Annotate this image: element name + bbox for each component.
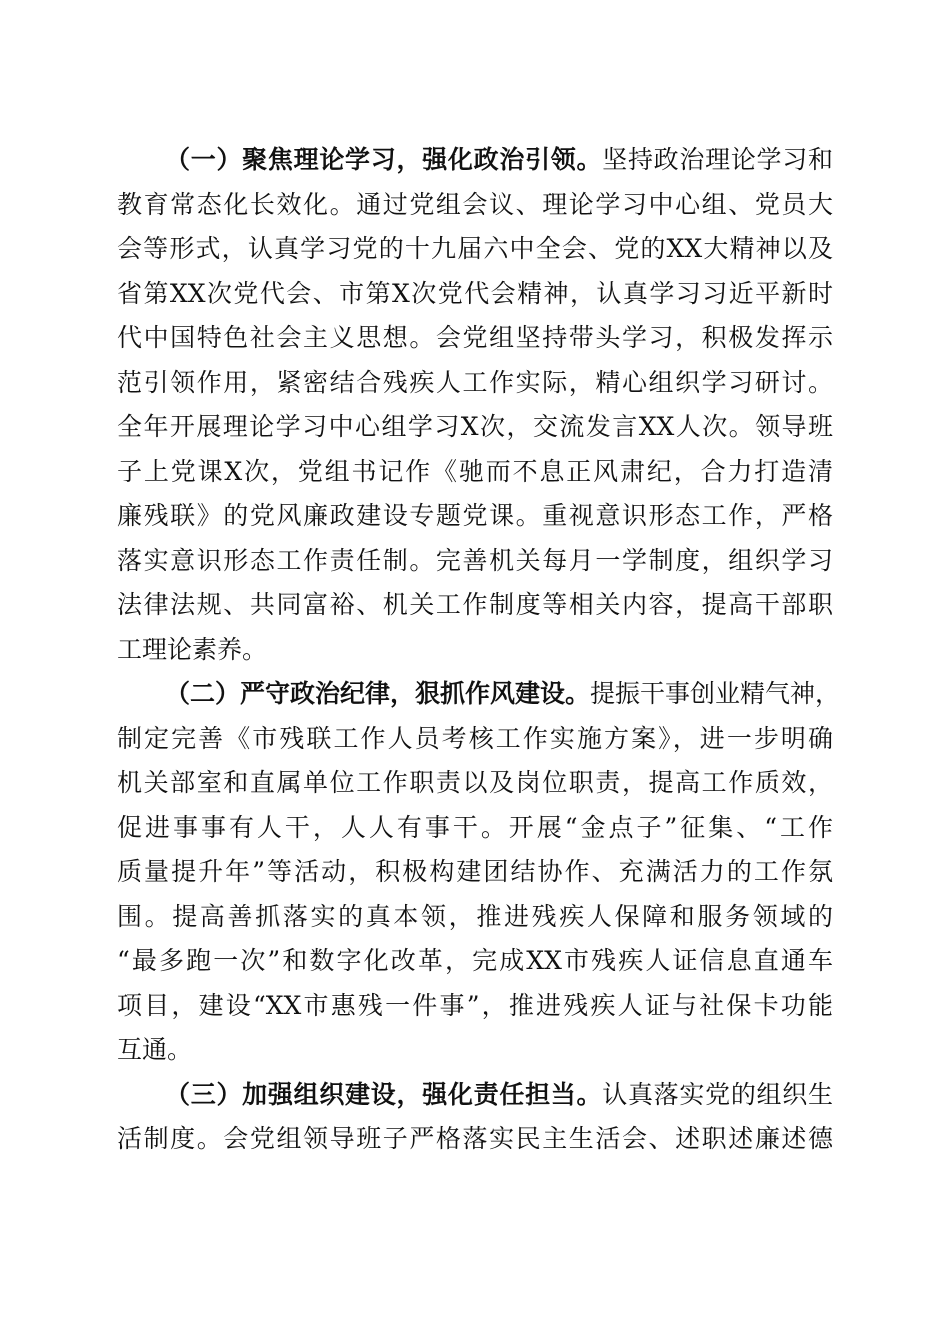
paragraph-first-line <box>117 672 841 717</box>
paragraph-text: 坚持政治理论学习和 <box>602 145 833 174</box>
paragraph-line: 省第XX次党代会、市第X次党代会精神，认真学习习近平新时 <box>117 278 833 308</box>
paragraph-line: “最多跑一次”和数字化改革，完成XX市残疾人证信息直通车 <box>117 946 833 975</box>
paragraph-1 <box>117 138 833 672</box>
section-heading: （一）聚焦理论学习，强化政治引领。 <box>165 145 603 174</box>
paragraph-first-line <box>117 138 833 183</box>
paragraph-line: 范引领作用，紧密结合残疾人工作实际，精心组织学习研讨。 <box>117 367 833 397</box>
paragraph-line: 促进事事有人干，人人有事干。开展“金点子”征集、“工作 <box>117 812 833 842</box>
paragraph-line: 项目，建设“XX市惠残一件事”，推进残疾人证与社保卡功能 <box>117 990 833 1020</box>
paragraph-line: 教育常态化长效化。通过党组会议、理论学习中心组、党员大 <box>117 189 833 219</box>
paragraph-line: 廉残联》的党风廉政建设专题党课。重视意识形态工作，严格 <box>117 501 833 530</box>
paragraph-text: 认真落实党的组织生 <box>602 1079 833 1109</box>
paragraph-line: 子上党课X次，党组书记作《驰而不息正风肃纪，合力打造清 <box>117 456 833 486</box>
paragraph-line: 会等形式，认真学习党的十九届六中全会、党的XX大精神以及 <box>117 234 833 263</box>
paragraph-line: 工理论素养。 <box>117 634 268 664</box>
paragraph-2 <box>117 672 841 1073</box>
document-body <box>117 138 841 1162</box>
paragraph-line: 代中国特色社会主义思想。会党组坚持带头学习，积极发挥示 <box>117 323 833 352</box>
paragraph-line: 法律法规、共同富裕、机关工作制度等相关内容，提高干部职 <box>117 590 833 619</box>
paragraph-line: 落实意识形态工作责任制。完善机关每月一学制度，组织学习 <box>117 545 833 575</box>
paragraph-line: 互通。 <box>117 1035 193 1064</box>
paragraph-line: 制定完善《市残联工作人员考核工作实施方案》，进一步明确 <box>117 723 833 753</box>
paragraph-line: 质量提升年”等活动，积极构建团结协作、充满活力的工作氛 <box>117 857 833 886</box>
paragraph-text: 提振干事创业精气神， <box>590 679 841 708</box>
paragraph-line: 活制度。会党组领导班子严格落实民主生活会、述职述廉述德 <box>117 1124 833 1153</box>
paragraph-line: 围。提高善抓落实的真本领，推进残疾人保障和服务领域的 <box>117 901 833 931</box>
paragraph-first-line <box>117 1073 833 1118</box>
paragraph-line: 机关部室和直属单位工作职责以及岗位职责，提高工作质效， <box>117 768 833 797</box>
section-heading: （二）严守政治纪律，狠抓作风建设。 <box>165 679 591 708</box>
paragraph-3 <box>117 1073 833 1162</box>
section-heading: （三）加强组织建设，强化责任担当。 <box>165 1079 603 1109</box>
paragraph-line: 全年开展理论学习中心组学习X次，交流发言XX人次。领导班 <box>117 412 833 441</box>
